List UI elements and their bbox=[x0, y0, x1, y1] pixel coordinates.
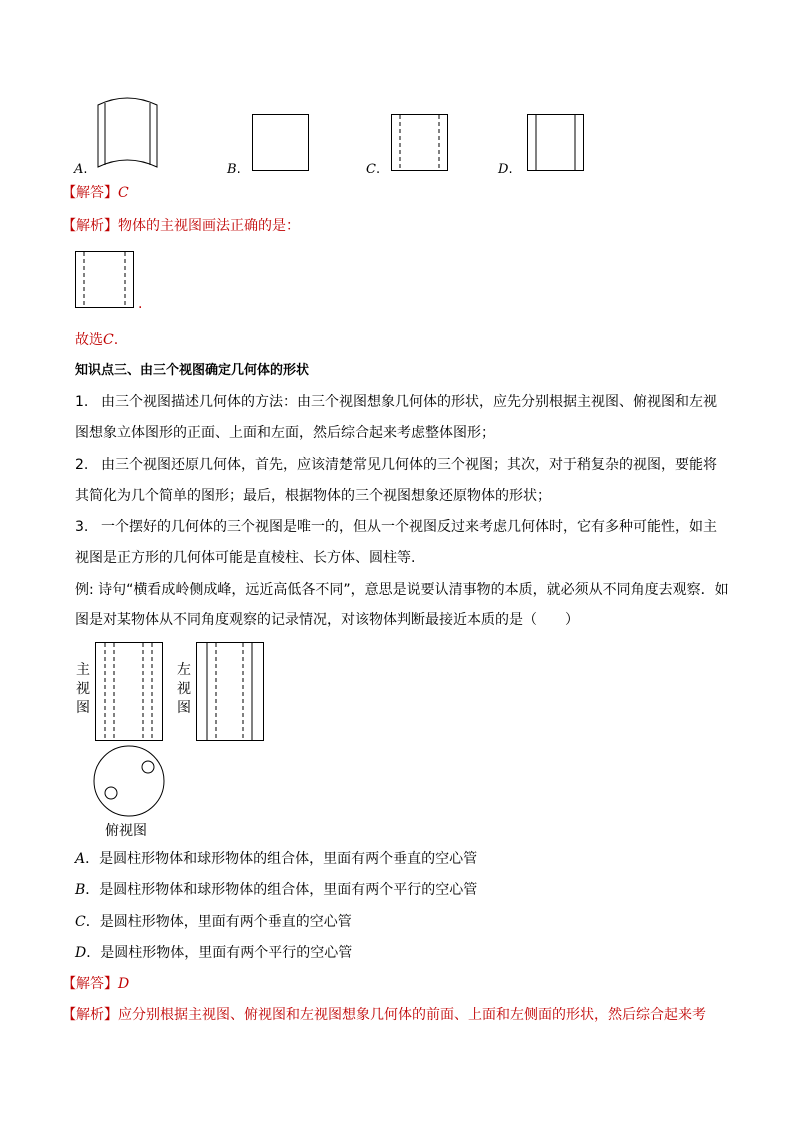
answer-value: C bbox=[118, 185, 129, 201]
example-line-2: 图是对某物体从不同角度观察的记录情况，对该物体判断最接近本质的是（ ） bbox=[75, 612, 579, 628]
left-view-figure bbox=[196, 642, 266, 743]
analysis-figure-dot: . bbox=[138, 296, 143, 312]
item-1-line-2: 图想象立体图形的正面、上面和左面，然后综合起来考虑整体图形； bbox=[75, 425, 495, 441]
section-title: 知识点三、由三个视图确定几何体的形状 bbox=[75, 363, 310, 378]
answer-line-1 bbox=[62, 183, 129, 203]
analysis-figure bbox=[75, 251, 135, 309]
option-b-figure bbox=[252, 114, 310, 172]
item-3-line-2: 视图是正方形的几何体可能是直棱柱、长方体、圆柱等. bbox=[75, 550, 416, 566]
analysis-line-1 bbox=[62, 216, 300, 236]
item-1-line-1: 1. 由三个视图描述几何体的方法：由三个视图想象几何体的形状，应先分别根据主视图、俯视图和左视 bbox=[75, 394, 717, 410]
top-view-label: 俯视图 bbox=[105, 823, 147, 839]
example-line-1: 例: 诗句“横看成岭侧成峰，远近高低各不同”，意思是说要认清事物的本质，就必须从不同角度去观察．如 bbox=[75, 582, 729, 598]
option-d-figure bbox=[527, 114, 585, 172]
option-a-figure bbox=[95, 97, 160, 173]
item-2-line-1: 2. 由三个视图还原几何体，首先，应该清楚常见几何体的三个视图；其次，对于稍复杂的视图，要能将 bbox=[75, 457, 717, 473]
answer-tag: 【解答】 bbox=[62, 185, 118, 201]
top-view-figure bbox=[93, 745, 165, 817]
front-view-figure bbox=[95, 642, 165, 743]
front-view-label: 主 视 图 bbox=[76, 662, 90, 716]
analysis-line-2: 【解析】应分别根据主视图、俯视图和左视图想象几何体的前面、上面和左侧面的形状，然后综合起来考 bbox=[62, 1007, 706, 1023]
analysis-text: 物体的主视图画法正确的是： bbox=[118, 218, 300, 234]
left-view-label: 左 视 图 bbox=[177, 662, 191, 716]
option-d-label: D. bbox=[498, 162, 513, 177]
item-2-line-2: 其简化为几个简单的图形；最后，根据物体的三个视图想象还原物体的形状； bbox=[75, 488, 551, 504]
choice-c[interactable]: C．是圆柱形物体，里面有两个垂直的空心管 bbox=[75, 914, 352, 930]
choice-b[interactable]: B．是圆柱形物体和球形物体的组合体，里面有两个平行的空心管 bbox=[75, 882, 478, 898]
choice-a[interactable]: A．是圆柱形物体和球形物体的组合体，里面有两个垂直的空心管 bbox=[75, 851, 478, 867]
choice-d[interactable]: D．是圆柱形物体，里面有两个平行的空心管 bbox=[75, 945, 353, 961]
choose-line-1: 故选C. bbox=[75, 332, 119, 348]
option-a-label: A. bbox=[74, 162, 88, 177]
option-c-figure bbox=[391, 114, 449, 172]
item-3-line-1: 3. 一个摆好的几何体的三个视图是唯一的，但从一个视图反过来考虑几何体时，它有多种可能性，如主 bbox=[75, 519, 717, 535]
option-b-label: B. bbox=[227, 162, 241, 177]
analysis-tag: 【解析】 bbox=[62, 218, 118, 234]
answer-line-2: 【解答】D bbox=[62, 976, 130, 992]
option-c-label: C. bbox=[366, 162, 381, 177]
